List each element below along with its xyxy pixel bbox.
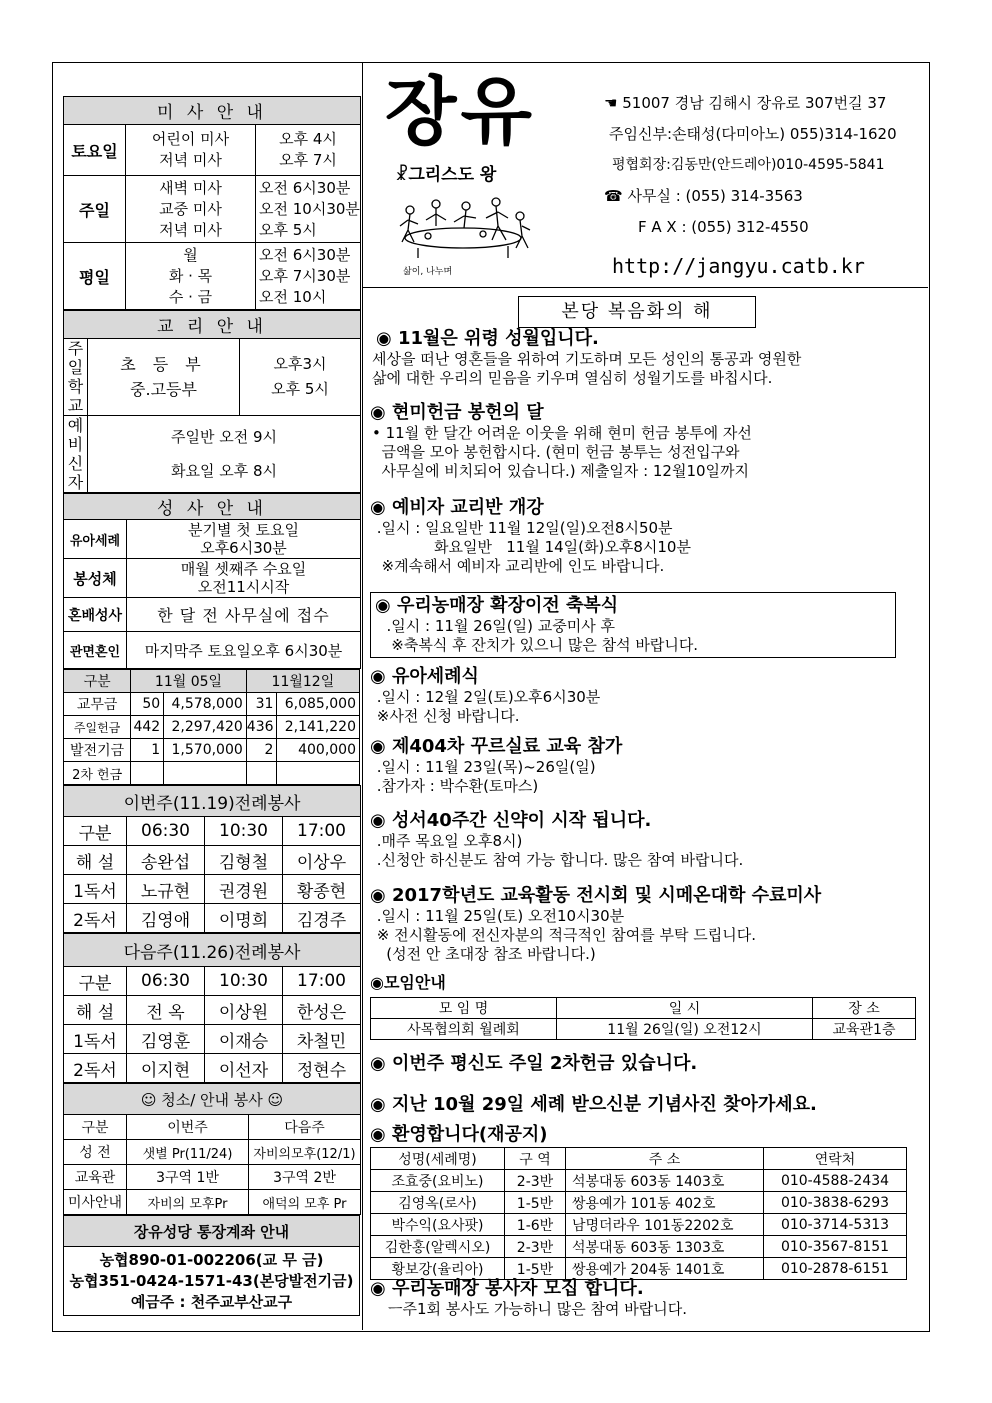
service-person: 정현수 xyxy=(283,1054,361,1083)
news-title: ◉ 우리농매장 확장이전 축복식 xyxy=(375,595,619,616)
service-role: 2독서 xyxy=(64,904,127,933)
news-body: 삶에 대한 우리의 믿음을 키우며 열심히 성월기도를 바칩시다. xyxy=(372,369,773,387)
finance-amount: 6,085,000 xyxy=(277,693,360,716)
news-title: ◉ 현미헌금 봉헌의 달 xyxy=(370,402,544,423)
news-body: .참가자 : 박수환(토마스) xyxy=(372,777,539,795)
service-row xyxy=(64,996,361,1025)
cleaning-group: 샛별 Pr(11/24) xyxy=(127,1140,249,1165)
christ-king-subtitle: ☧그리스도 왕 xyxy=(395,165,497,185)
account-line: 예금주 : 천주교부산교구 xyxy=(130,1292,293,1311)
finance-row xyxy=(64,693,360,716)
cleaning-group: 3구역 2반 xyxy=(249,1165,361,1190)
welcome-section xyxy=(370,1124,915,1280)
service-person: 이상우 xyxy=(283,846,361,875)
welcome-district: 1-6반 xyxy=(505,1214,566,1236)
welcome-name: 박수익(요사팟) xyxy=(371,1214,505,1236)
news-item-boxed xyxy=(370,592,896,658)
finance-table xyxy=(63,669,360,785)
finance-amount xyxy=(164,762,247,785)
finance-header: 11월12일 xyxy=(246,670,359,693)
finance-amount: 2,297,420 xyxy=(164,716,247,739)
service-next-title: 다음주(11.26)전례봉사 xyxy=(64,934,361,967)
service-person: 김영훈 xyxy=(127,1025,205,1054)
finance-amount: 400,000 xyxy=(277,739,360,762)
welcome-name: 황보강(율리아) xyxy=(371,1258,505,1280)
meeting-table xyxy=(370,997,916,1040)
service-person: 김영애 xyxy=(127,904,205,933)
meeting-place: 교육관1층 xyxy=(813,1019,916,1040)
mass-title: 미 사 안 내 xyxy=(64,97,361,125)
news-title: ◉ 제404차 꾸르실료 교육 참가 xyxy=(370,736,623,757)
sacrament-table xyxy=(63,493,361,669)
news-title: ◉ 성서40주간 신약이 시작 됩니다. xyxy=(370,810,652,831)
news-body: 세상을 떠난 영혼들을 위하여 기도하며 모든 성인의 통공과 영원한 xyxy=(372,350,802,368)
service-role: 1독서 xyxy=(64,875,127,904)
service-header: 06:30 xyxy=(127,967,205,996)
cleaning-header: 이번주 xyxy=(127,1115,249,1140)
finance-label: 주일헌금 xyxy=(64,716,131,739)
finance-label: 2차 헌금 xyxy=(64,762,131,785)
finance-label: 발전기금 xyxy=(64,739,131,762)
service-person: 차철민 xyxy=(283,1025,361,1054)
office-phone: 사무실 : (055) 314-3563 xyxy=(627,187,803,205)
service-role: 해 설 xyxy=(64,846,127,875)
welcome-district: 2-3반 xyxy=(505,1170,566,1192)
cleaning-row xyxy=(64,1190,361,1215)
welcome-row xyxy=(371,1258,907,1280)
mass-day-saturday: 토요일 xyxy=(64,125,126,176)
service-person: 이상원 xyxy=(205,996,283,1025)
news-body: .일시 : 11월 26일(일) 교중미사 후 xyxy=(377,617,615,635)
meeting-header: 모 임 명 xyxy=(371,998,557,1019)
welcome-header: 주 소 xyxy=(566,1148,764,1170)
welcome-row xyxy=(371,1236,907,1258)
service-person: 김형철 xyxy=(205,846,283,875)
cleaning-row xyxy=(64,1165,361,1190)
welcome-address: 쌍용예가 101동 402호 xyxy=(566,1192,764,1214)
volunteer-section xyxy=(370,1278,915,1319)
sunday-school-label: 주일학교 xyxy=(64,339,88,416)
service-person: 송완섭 xyxy=(127,846,205,875)
welcome-header: 구 역 xyxy=(505,1148,566,1170)
sacrament-title: 성 사 안 내 xyxy=(64,494,361,520)
welcome-phone: 010-2878-6151 xyxy=(764,1258,907,1280)
catechism-title: 교 리 안 내 xyxy=(64,311,361,339)
welcome-district: 1-5반 xyxy=(505,1192,566,1214)
finance-count: 50 xyxy=(131,693,164,716)
news-body: .일시 : 12월 2일(토)오후6시30분 xyxy=(372,688,601,706)
notice-second-collection xyxy=(370,1053,915,1075)
fax-number: F A X : (055) 312-4550 xyxy=(638,218,809,236)
mass-name: 교중 미사 xyxy=(159,199,222,218)
mass-time: 오전 6시30분 xyxy=(259,178,351,197)
service-this-title: 이번주(11.19)전례봉사 xyxy=(64,786,361,817)
news-item xyxy=(370,666,915,726)
mass-name: 저녁 미사 xyxy=(159,151,222,169)
service-row xyxy=(64,846,361,875)
service-header: 구분 xyxy=(64,967,127,996)
school-group: 초 등 부 xyxy=(120,355,207,374)
mass-time: 오후 7시30분 xyxy=(259,266,351,285)
cleaning-area: 미사안내 xyxy=(64,1190,127,1215)
account-line: 농협890-01-002206(교 무 금) xyxy=(99,1250,324,1269)
notice-title: ◉ 이번주 평신도 주일 2차헌금 있습니다. xyxy=(370,1053,698,1074)
cleaning-group: 자비의모후(12/1) xyxy=(249,1140,361,1165)
service-person: 황종현 xyxy=(283,875,361,904)
parish-website-link[interactable]: http://jangyu.catb.kr xyxy=(612,254,865,278)
catechism-table xyxy=(63,310,361,493)
news-body: .매주 목요일 오후8시) xyxy=(372,832,523,850)
news-item xyxy=(370,402,915,481)
service-next-week-table xyxy=(63,933,361,1083)
news-body: .신청안 하신분도 참여 가능 합니다. 많은 참여 바랍니다. xyxy=(372,851,744,869)
volunteer-title: ◉ 우리농매장 봉사자 모집 합니다. xyxy=(370,1278,644,1299)
finance-amount: 4,578,000 xyxy=(164,693,247,716)
account-table xyxy=(63,1215,360,1316)
mass-time: 오전 10시30분 xyxy=(259,199,360,218)
welcome-address: 석봉대동 603동 1303호 xyxy=(566,1236,764,1258)
finance-label: 교무금 xyxy=(64,693,131,716)
illustration-caption: 삶이, 나누며 xyxy=(403,267,453,277)
service-person: 권경원 xyxy=(205,875,283,904)
sacrament-label: 유아세례 xyxy=(64,520,127,559)
school-time: 오후3시 xyxy=(273,355,327,373)
sacrament-value: 오전11시시작 xyxy=(197,578,290,596)
school-time: 오후 5시 xyxy=(271,380,329,398)
news-body: 금액을 모아 봉헌합시다. (현미 헌금 봉투는 성전입구와 xyxy=(372,443,740,461)
welcome-name: 김한홍(알렉시오) xyxy=(371,1236,505,1258)
news-title: ◉ 11월은 위령 성월입니다. xyxy=(376,328,599,349)
welcome-header: 연락처 xyxy=(764,1148,907,1170)
finance-header: 11월 05일 xyxy=(131,670,247,693)
welcome-phone: 010-3838-6293 xyxy=(764,1192,907,1214)
sacrament-value: 분기별 첫 토요일 xyxy=(188,521,299,539)
news-title: ◉ 유아세례식 xyxy=(370,666,479,687)
service-row xyxy=(64,875,361,904)
service-role: 해 설 xyxy=(64,996,127,1025)
cleaning-group: 자비의 모후Pr xyxy=(127,1190,249,1215)
cleaning-group: 애덕의 모후 Pr xyxy=(249,1190,361,1215)
notice-title: ◉ 지난 10월 29일 세례 받으신분 기념사진 찾아가세요. xyxy=(370,1094,817,1115)
mass-time: 오전 6시30분 xyxy=(259,245,351,264)
contact-block xyxy=(604,88,924,243)
mass-time: 오후 7시 xyxy=(279,151,337,169)
sacrament-value: 오후6시30분 xyxy=(200,539,287,557)
finance-amount: 2,141,220 xyxy=(277,716,360,739)
community-illustration xyxy=(388,196,538,278)
finance-count: 31 xyxy=(246,693,277,716)
news-body: ※축복식 후 잔치가 있으니 많은 참석 바랍니다. xyxy=(377,636,699,654)
catechumen-time: 주일반 오전 9시 xyxy=(170,428,278,446)
news-body: • 11월 한 달간 어려운 이웃을 위해 현미 헌금 봉투에 자선 xyxy=(372,424,752,442)
welcome-address: 남명더라우 101동2202호 xyxy=(566,1214,764,1236)
cleaning-area: 성 전 xyxy=(64,1140,127,1165)
service-person: 김경주 xyxy=(283,904,361,933)
mass-name: 화 · 목 xyxy=(168,266,213,285)
service-header: 17:00 xyxy=(283,967,361,996)
parish-logo: 장유 xyxy=(385,69,536,155)
meeting-time: 11월 26일(일) 오전12시 xyxy=(557,1019,813,1040)
service-header: 구분 xyxy=(64,817,127,846)
cleaning-table xyxy=(63,1083,361,1215)
welcome-phone: 010-3714-5313 xyxy=(764,1214,907,1236)
sacrament-label: 봉성체 xyxy=(64,559,127,598)
welcome-name: 조효중(요비노) xyxy=(371,1170,505,1192)
service-row xyxy=(64,904,361,933)
welcome-table xyxy=(370,1147,907,1280)
mass-name: 저녁 미사 xyxy=(159,220,222,239)
column-divider xyxy=(362,62,363,1330)
finance-count: 2 xyxy=(246,739,277,762)
mass-name: 새벽 미사 xyxy=(159,178,222,197)
left-column xyxy=(63,96,360,1316)
welcome-phone: 010-4588-2434 xyxy=(764,1170,907,1192)
cleaning-area: 교육관 xyxy=(64,1165,127,1190)
welcome-district: 2-3반 xyxy=(505,1236,566,1258)
welcome-row xyxy=(371,1214,907,1236)
meeting-header: 일 시 xyxy=(557,998,813,1019)
account-line: 농협351-0424-1571-43(본당발전기금) xyxy=(69,1271,354,1290)
cleaning-title: ☺ 청소/ 안내 봉사 ☺ xyxy=(64,1084,361,1115)
mass-name: 수 · 금 xyxy=(168,287,213,306)
welcome-address: 석봉대동 603동 1403호 xyxy=(566,1170,764,1192)
sacrament-value: 한 달 전 사무실에 접수 xyxy=(157,606,330,625)
notice-baptism-photo xyxy=(370,1094,915,1116)
service-person: 이재승 xyxy=(205,1025,283,1054)
welcome-header: 성명(세례명) xyxy=(371,1148,505,1170)
finance-count xyxy=(246,762,277,785)
service-header: 17:00 xyxy=(283,817,361,846)
catechumen-time: 화요일 오후 8시 xyxy=(170,462,278,480)
catechumen-label: 예비신자 xyxy=(64,416,88,493)
finance-row xyxy=(64,762,360,785)
finance-count: 442 xyxy=(131,716,164,739)
priest-contact: 주임신부:손태성(다미아노) 055)314-1620 xyxy=(609,125,897,143)
year-theme: 본당 복음화의 해 xyxy=(518,296,756,328)
news-body: .일시 : 일요일반 11월 12일(일)오전8시50분 xyxy=(372,519,673,537)
mass-day-weekday: 평일 xyxy=(64,243,126,310)
mass-time: 오후 4시 xyxy=(279,130,337,148)
service-role: 1독서 xyxy=(64,1025,127,1054)
volunteer-body: ㅡ주1회 봉사도 가능하니 많은 참여 바랍니다. xyxy=(388,1300,687,1318)
service-person: 이선자 xyxy=(205,1054,283,1083)
mass-name: 어린이 미사 xyxy=(151,130,230,148)
school-group: 중.고등부 xyxy=(130,380,197,399)
service-person: 이지현 xyxy=(127,1054,205,1083)
welcome-name: 김영옥(로사) xyxy=(371,1192,505,1214)
news-body: .일시 : 11월 23일(목)~26일(일) xyxy=(372,758,596,776)
finance-count: 1 xyxy=(131,739,164,762)
meeting-title: ◉모임안내 xyxy=(370,973,446,992)
welcome-title: ◉ 환영합니다(재공지) xyxy=(370,1124,548,1145)
news-body: .일시 : 11월 25일(토) 오전10시30분 xyxy=(372,907,625,925)
sacrament-label: 관면혼인 xyxy=(64,632,127,669)
cleaning-row xyxy=(64,1140,361,1165)
welcome-row xyxy=(371,1192,907,1214)
mass-name: 월 xyxy=(183,245,198,264)
news-item xyxy=(370,885,915,964)
meeting-section xyxy=(370,972,915,1040)
meeting-name: 사목협의회 월례회 xyxy=(371,1019,557,1040)
service-person: 이명희 xyxy=(205,904,283,933)
news-item xyxy=(370,810,915,870)
service-person: 전 옥 xyxy=(127,996,205,1025)
welcome-row xyxy=(371,1170,907,1192)
service-person: 노규현 xyxy=(127,875,205,904)
cleaning-header: 다음주 xyxy=(249,1115,361,1140)
president-contact: 평협회장:김동만(안드레아)010-4595-5841 xyxy=(612,157,885,173)
account-title: 장유성당 통장계좌 안내 xyxy=(64,1216,360,1247)
news-item xyxy=(370,497,915,576)
news-item xyxy=(370,736,915,796)
finance-count xyxy=(131,762,164,785)
mass-time: 오후 5시 xyxy=(259,220,317,239)
news-body: (성전 안 초대장 참조 바랍니다.) xyxy=(372,945,596,963)
service-role: 2독서 xyxy=(64,1054,127,1083)
meeting-row xyxy=(371,1019,916,1040)
mass-time: 오전 10시 xyxy=(259,287,327,306)
welcome-address: 쌍용예가 204동 1401호 xyxy=(566,1258,764,1280)
mass-table xyxy=(63,96,361,310)
header-divider xyxy=(363,287,928,288)
service-header: 10:30 xyxy=(205,967,283,996)
service-row xyxy=(64,1025,361,1054)
news-body: ※ 전시활동에 전신자분의 적극적인 참여를 부탁 드립니다. xyxy=(372,926,756,944)
mass-day-sunday: 주일 xyxy=(64,176,126,243)
finance-row xyxy=(64,716,360,739)
sacrament-value: 마지막주 토요일오후 6시30분 xyxy=(144,641,343,660)
news-body: 화요일반 11월 14일(화)오후8시10분 xyxy=(372,538,691,556)
finance-amount xyxy=(277,762,360,785)
parish-address: 51007 경남 김해시 장유로 307번길 37 xyxy=(622,94,887,112)
news-body: 사무실에 비치되어 있습니다.) 제출일자 : 12월10일까지 xyxy=(372,462,750,480)
cleaning-group: 3구역 1반 xyxy=(127,1165,249,1190)
welcome-phone: 010-3567-8151 xyxy=(764,1236,907,1258)
service-header: 10:30 xyxy=(205,817,283,846)
news-title: ◉ 2017학년도 교육활동 전시회 및 시메온대학 수료미사 xyxy=(370,885,822,906)
sacrament-label: 혼배성사 xyxy=(64,598,127,632)
welcome-district: 1-5반 xyxy=(505,1258,566,1280)
news-body: ※사전 신청 바랍니다. xyxy=(372,707,520,725)
finance-count: 436 xyxy=(246,716,277,739)
news-title: ◉ 예비자 교리반 개강 xyxy=(370,497,544,518)
community-illustration-icon xyxy=(388,196,538,278)
service-person: 한성은 xyxy=(283,996,361,1025)
cleaning-header: 구분 xyxy=(64,1115,127,1140)
finance-row xyxy=(64,739,360,762)
service-header: 06:30 xyxy=(127,817,205,846)
service-row xyxy=(64,1054,361,1083)
hand-pointer-icon: ☚ xyxy=(604,94,618,112)
finance-header: 구분 xyxy=(64,670,131,693)
meeting-header: 장 소 xyxy=(813,998,916,1019)
service-this-week-table xyxy=(63,785,361,933)
finance-amount: 1,570,000 xyxy=(164,739,247,762)
phone-icon: ☎ xyxy=(604,187,623,205)
news-item xyxy=(370,328,915,388)
sacrament-value: 매월 셋째주 수요일 xyxy=(180,560,307,578)
news-body: ※계속해서 예비자 교리반에 인도 바랍니다. xyxy=(372,557,665,575)
